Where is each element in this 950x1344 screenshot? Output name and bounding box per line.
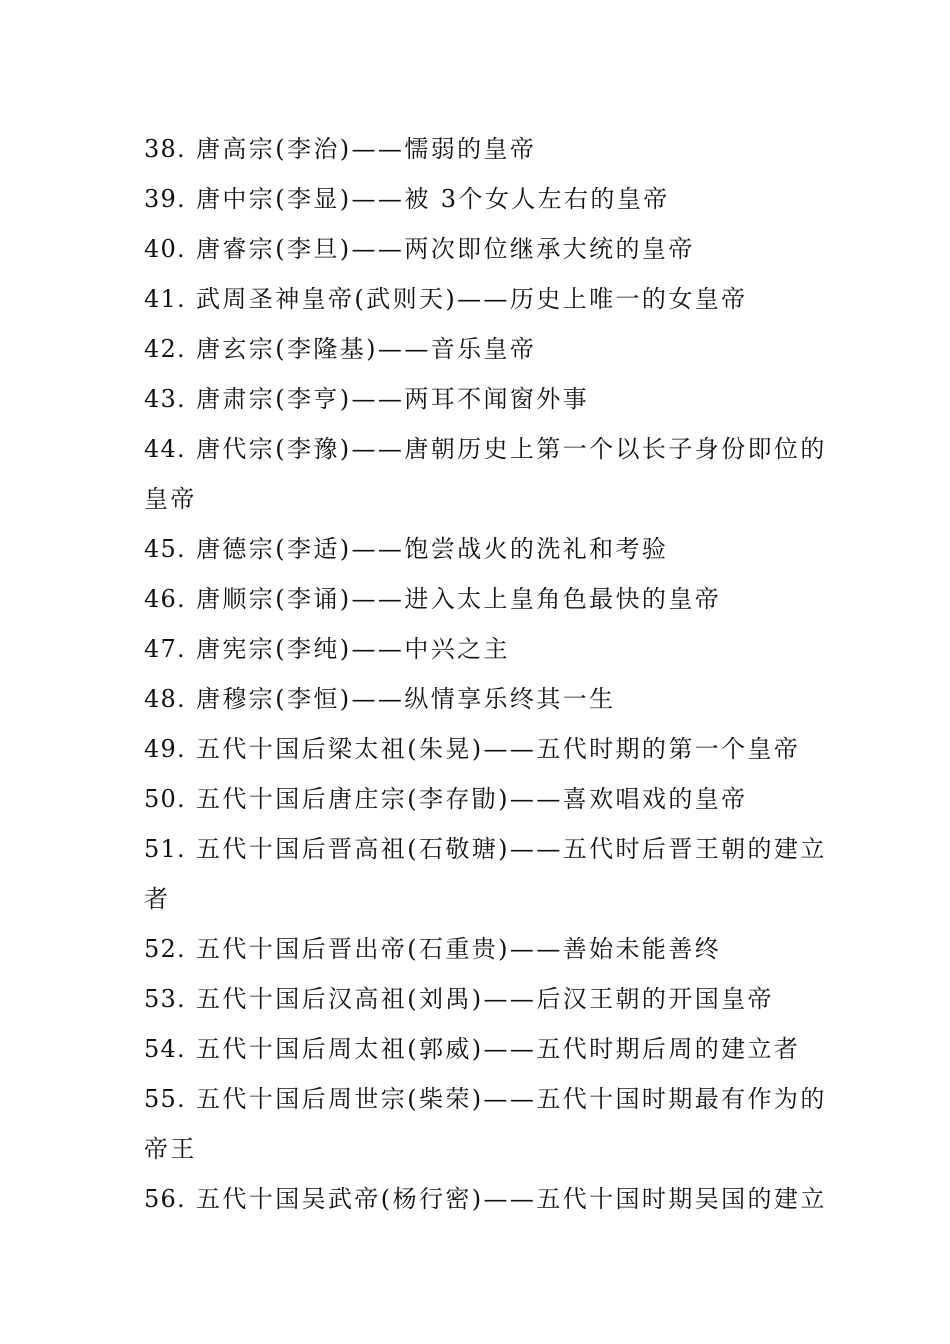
- item-text: 唐代宗(李豫)——唐朝历史上第一个以长子身份即位的: [196, 435, 827, 463]
- item-number: 41.: [144, 285, 186, 313]
- list-item-continuation: [144, 474, 809, 524]
- list-item: [144, 1024, 809, 1074]
- item-number: 51.: [144, 835, 186, 863]
- item-number: 43.: [144, 385, 186, 413]
- item-number: 50.: [144, 785, 186, 813]
- item-text: 五代十国后汉高祖(刘禺)——后汉王朝的开国皇帝: [196, 985, 774, 1013]
- list-item: [144, 574, 809, 624]
- list-item: [144, 274, 809, 324]
- list-item: [144, 624, 809, 674]
- list-item: [144, 124, 809, 174]
- item-text: 唐中宗(李显)——被 3个女人左右的皇帝: [196, 185, 670, 213]
- list-item: [144, 674, 809, 724]
- list-item: [144, 1174, 827, 1224]
- item-text: 唐穆宗(李恒)——纵情享乐终其一生: [196, 685, 616, 713]
- item-text: 五代十国后周太祖(郭威)——五代时期后周的建立者: [196, 1035, 801, 1063]
- item-text: 五代十国后梁太祖(朱晃)——五代时期的第一个皇帝: [196, 735, 801, 763]
- item-number: 48.: [144, 685, 186, 713]
- emperor-list: [144, 124, 827, 1224]
- item-number: 44.: [144, 435, 186, 463]
- item-text: 唐肃宗(李亨)——两耳不闻窗外事: [196, 385, 590, 413]
- item-text: 五代十国后周世宗(柴荣)——五代十国时期最有作为的: [196, 1085, 827, 1113]
- item-number: 56.: [144, 1185, 186, 1213]
- item-number: 47.: [144, 635, 186, 663]
- item-number: 45.: [144, 535, 186, 563]
- item-text: 武周圣神皇帝(武则天)——历史上唯一的女皇帝: [196, 285, 748, 313]
- item-number: 40.: [144, 235, 186, 263]
- list-item: [144, 224, 809, 274]
- item-number: 42.: [144, 335, 186, 363]
- item-text: 者: [144, 885, 171, 913]
- list-item: [144, 974, 809, 1024]
- list-item-continuation: [144, 874, 809, 924]
- item-text: 唐宪宗(李纯)——中兴之主: [196, 635, 510, 663]
- list-item: [144, 924, 809, 974]
- item-text: 唐睿宗(李旦)——两次即位继承大统的皇帝: [196, 235, 695, 263]
- list-item: [144, 824, 827, 874]
- item-number: 38.: [144, 135, 186, 163]
- list-item: [144, 424, 827, 474]
- item-text: 五代十国后晋出帝(石重贵)——善始未能善终: [196, 935, 722, 963]
- item-text: 唐德宗(李适)——饱尝战火的洗礼和考验: [196, 535, 669, 563]
- item-number: 52.: [144, 935, 186, 963]
- item-text: 唐玄宗(李隆基)——音乐皇帝: [196, 335, 537, 363]
- item-number: 55.: [144, 1085, 186, 1113]
- list-item: [144, 1074, 827, 1124]
- item-number: 53.: [144, 985, 186, 1013]
- list-item: [144, 724, 809, 774]
- list-item: [144, 374, 809, 424]
- item-text: 唐高宗(李治)——懦弱的皇帝: [196, 135, 537, 163]
- item-text: 五代十国后唐庄宗(李存勖)——喜欢唱戏的皇帝: [196, 785, 748, 813]
- list-item: [144, 174, 809, 224]
- list-item: [144, 774, 809, 824]
- list-item-continuation: [144, 1124, 809, 1174]
- list-item: [144, 324, 809, 374]
- item-text: 五代十国后晋高祖(石敬瑭)——五代时后晋王朝的建立: [196, 835, 827, 863]
- item-number: 46.: [144, 585, 186, 613]
- item-number: 49.: [144, 735, 186, 763]
- item-number: 54.: [144, 1035, 186, 1063]
- item-text: 唐顺宗(李诵)——进入太上皇角色最快的皇帝: [196, 585, 722, 613]
- list-item: [144, 524, 809, 574]
- item-text: 皇帝: [144, 485, 197, 513]
- item-text: 帝王: [144, 1135, 197, 1163]
- item-number: 39.: [144, 185, 186, 213]
- item-text: 五代十国吴武帝(杨行密)——五代十国时期吴国的建立: [196, 1185, 827, 1213]
